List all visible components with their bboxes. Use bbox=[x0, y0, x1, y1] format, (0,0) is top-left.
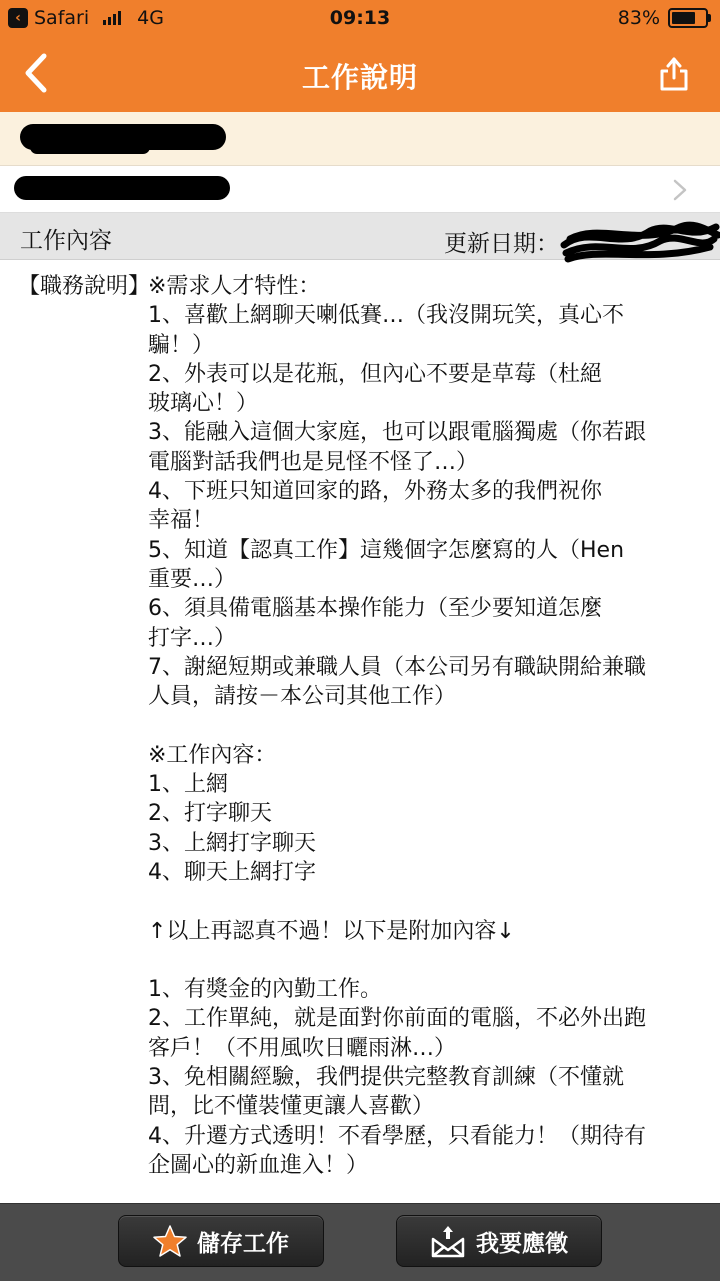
job-description-line: 客戶！（不用風吹日曬雨淋…） bbox=[148, 1035, 457, 1061]
save-job-button[interactable] bbox=[118, 1215, 324, 1267]
location-row[interactable] bbox=[0, 166, 720, 213]
apply-button[interactable] bbox=[396, 1215, 602, 1267]
job-description-line: 7、謝絕短期或兼職人員（本公司另有職缺開給兼職 bbox=[148, 654, 646, 680]
job-description-line bbox=[148, 946, 714, 975]
job-description-line: 人員，請按－本公司其他工作） bbox=[148, 684, 457, 710]
company-name-row[interactable] bbox=[0, 112, 720, 166]
job-description-line: 2、外表可以是花瓶，但內心不要是草莓（杜絕 bbox=[148, 361, 602, 387]
job-description-line: 4、聊天上網打字 bbox=[148, 859, 316, 885]
job-description-line: 問，比不懂裝懂更讓人喜歡） bbox=[148, 1094, 435, 1120]
redacted-company-name-tail bbox=[30, 140, 150, 154]
job-description-line: 打字…） bbox=[148, 625, 237, 651]
job-description-line: 1、喜歡上網聊天喇低賽…（我沒開玩笑，真心不 bbox=[148, 303, 624, 329]
save-job-label: 儲存工作 bbox=[197, 1230, 289, 1257]
job-description-line: 6、須具備電腦基本操作能力（至少要知道怎麼 bbox=[148, 596, 602, 622]
status-bar bbox=[0, 0, 720, 36]
job-description-line: 2、打字聊天 bbox=[148, 801, 272, 827]
job-description-line: 1、上網 bbox=[148, 772, 228, 798]
job-description-line: 騙！） bbox=[148, 332, 215, 358]
job-description-line: ※工作內容： bbox=[148, 742, 277, 768]
redacted-location bbox=[14, 176, 230, 200]
job-description-line: 5、知道【認真工作】這幾個字怎麼寫的人（Hen bbox=[148, 537, 625, 563]
battery-percent: 83% bbox=[617, 7, 660, 29]
apply-label: 我要應徵 bbox=[476, 1230, 568, 1257]
job-description-label: 【職務說明】 bbox=[18, 274, 151, 299]
job-description-line: 2、工作單純，就是面對你前面的電腦，不必外出跑 bbox=[148, 1006, 646, 1032]
network-type: 4G bbox=[137, 7, 164, 29]
section-header bbox=[0, 213, 720, 260]
star-icon bbox=[153, 1225, 187, 1257]
job-description bbox=[0, 262, 720, 1202]
job-description-line: 4、升遷方式透明！不看學歷，只看能力！（期待有 bbox=[148, 1123, 646, 1149]
chevron-right-icon bbox=[672, 179, 688, 201]
battery-icon bbox=[668, 8, 708, 28]
job-description-line: 企圖心的新血進入！） bbox=[148, 1152, 369, 1178]
job-description-line: ※需求人才特性： bbox=[148, 274, 321, 299]
job-description-body bbox=[148, 272, 714, 1180]
job-description-line bbox=[148, 711, 714, 740]
job-description-line: 電腦對話我們也是見怪不怪了…） bbox=[148, 449, 479, 475]
job-description-line: 重要…） bbox=[148, 566, 237, 592]
update-date-label: 更新日期： bbox=[444, 231, 559, 257]
page-title: 工作說明 bbox=[301, 61, 418, 94]
job-description-line: 3、上網打字聊天 bbox=[148, 830, 316, 856]
share-icon[interactable] bbox=[656, 54, 692, 94]
job-description-line: 1、有獎金的內勤工作。 bbox=[148, 977, 382, 1003]
job-description-line: ↑以上再認真不過！以下是附加內容↓ bbox=[148, 918, 515, 944]
job-description-line bbox=[148, 887, 714, 916]
back-app-icon: ‹ bbox=[8, 8, 28, 28]
status-time: 09:13 bbox=[329, 7, 391, 29]
job-description-line: 3、能融入這個大家庭，也可以跟電腦獨處（你若跟 bbox=[148, 420, 646, 446]
job-description-line: 3、免相關經驗，我們提供完整教育訓練（不懂就 bbox=[148, 1065, 624, 1091]
back-app-label: Safari bbox=[34, 7, 90, 29]
bottom-action-bar bbox=[0, 1203, 720, 1281]
envelope-icon bbox=[430, 1224, 466, 1258]
nav-bar bbox=[0, 36, 720, 112]
job-description-line: 玻璃心！） bbox=[148, 391, 259, 417]
job-description-line: 4、下班只知道回家的路，外務太多的我們祝你 bbox=[148, 479, 602, 505]
battery-status bbox=[618, 7, 708, 29]
section-title: 工作內容 bbox=[20, 228, 112, 254]
job-description-line: 幸福！ bbox=[148, 508, 215, 534]
